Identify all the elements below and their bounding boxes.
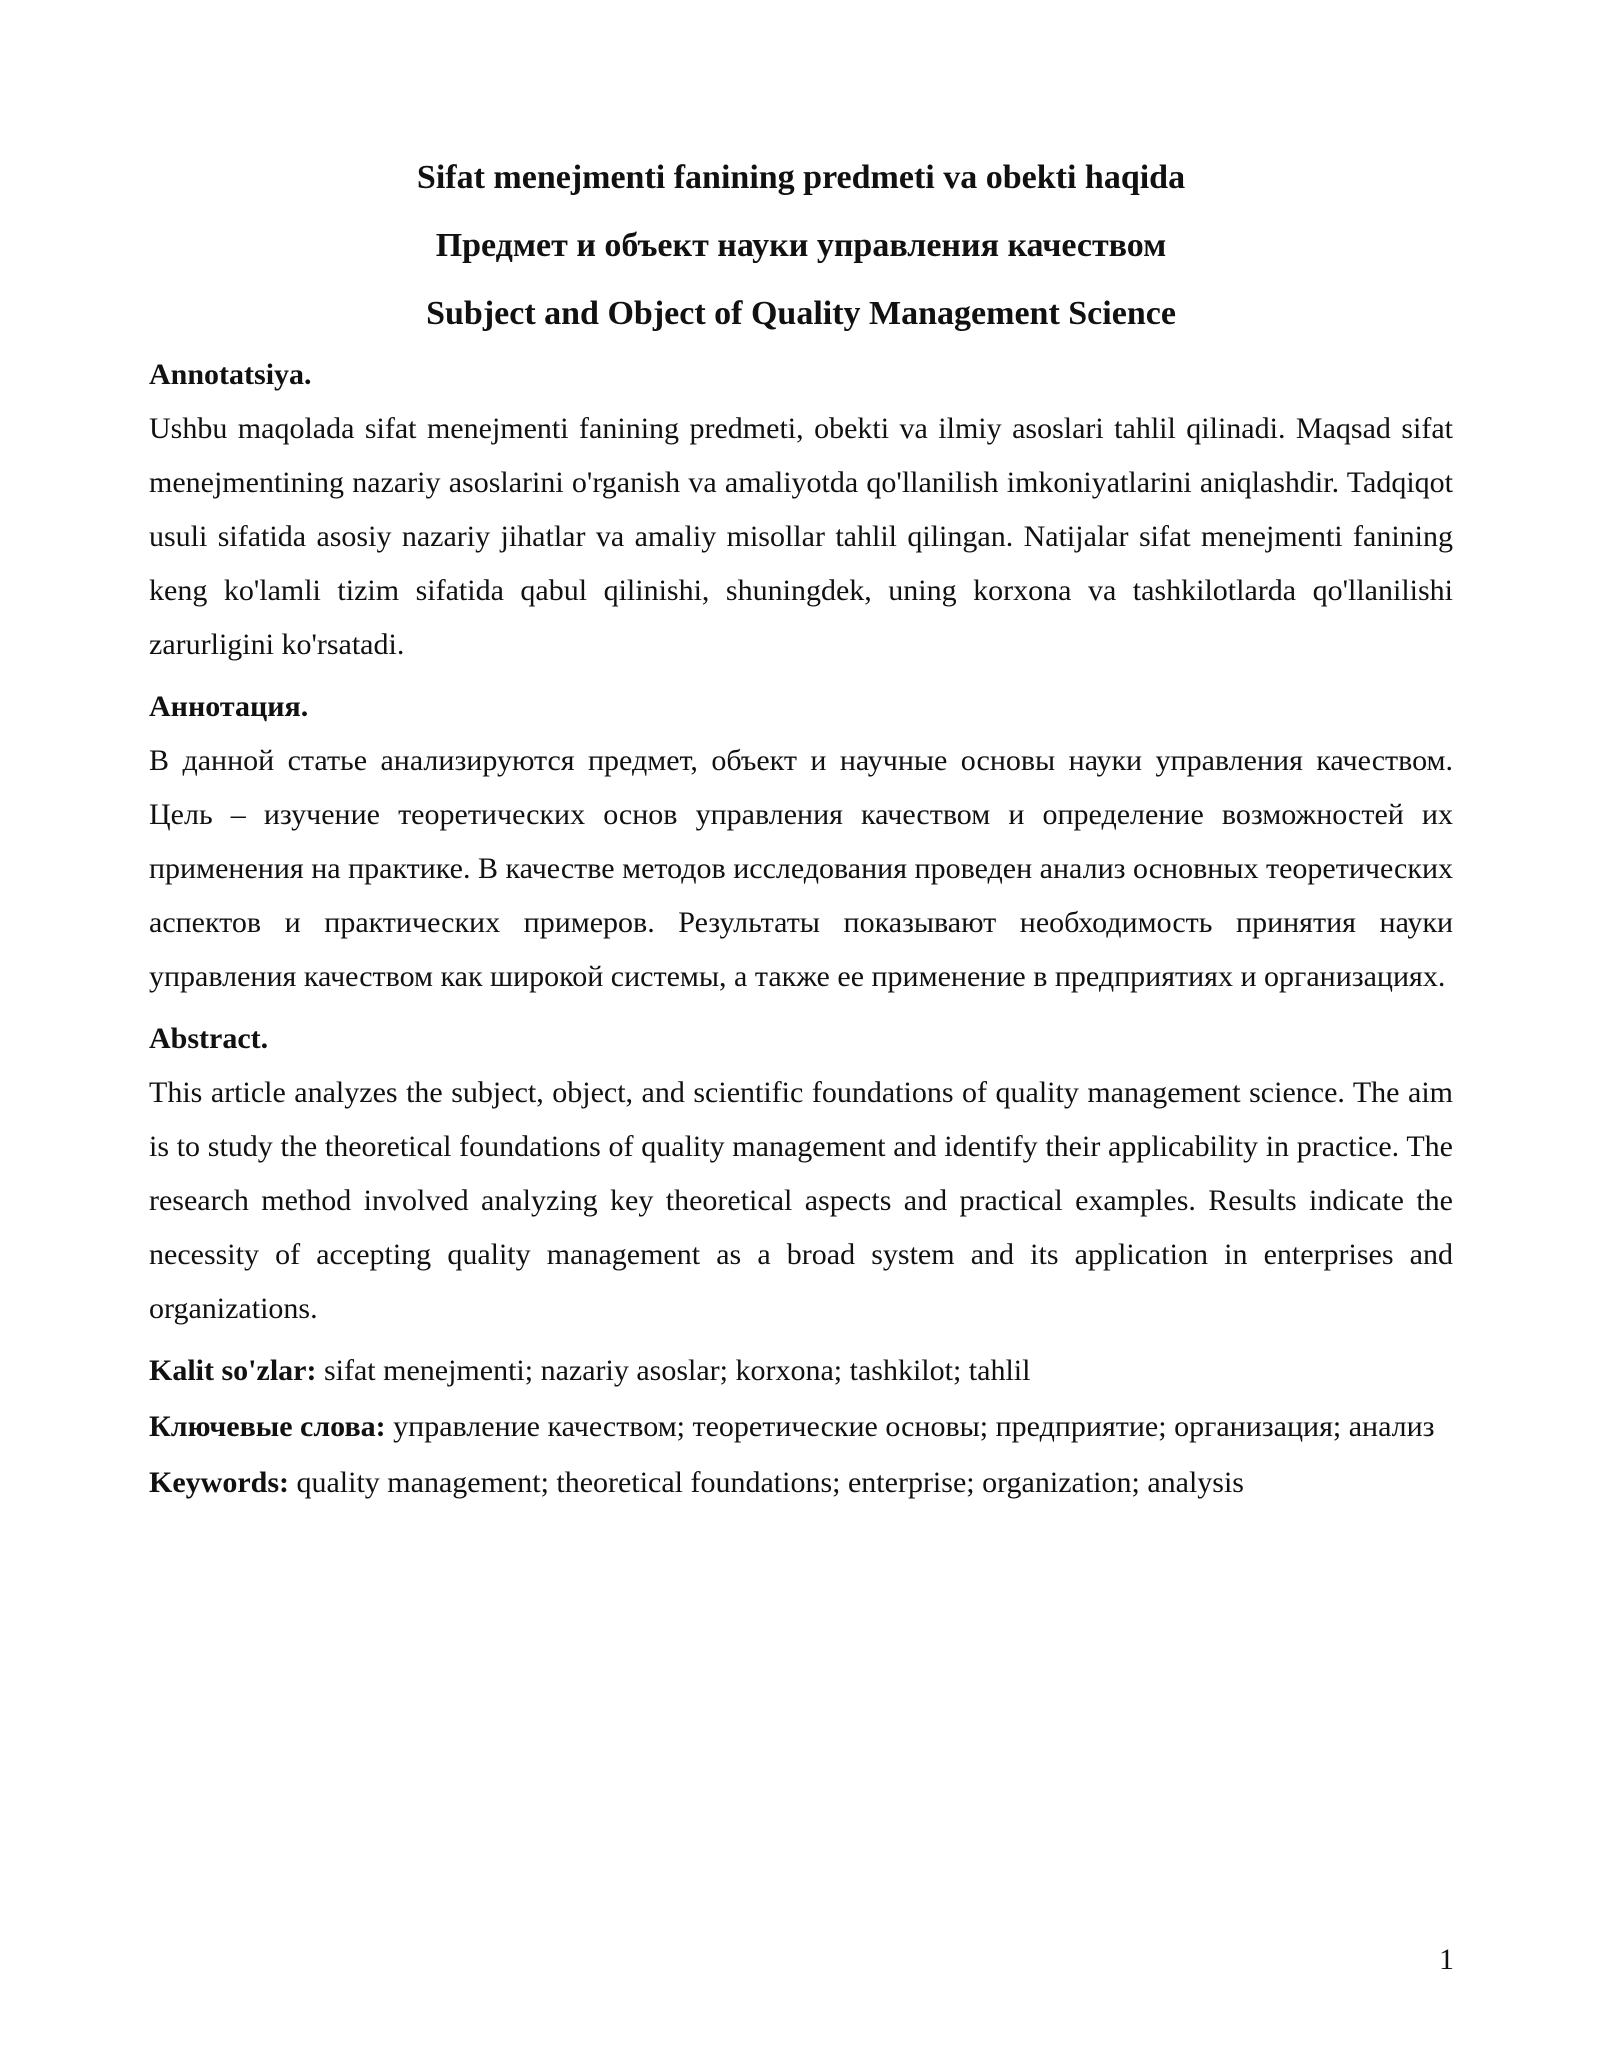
document-content [149, 144, 1453, 1512]
keywords-en-label: Keywords: [149, 1466, 289, 1499]
annotation-ru-text: В данной статье анализируются предмет, объект и научные основы науки управления качеством. Цель – изучение теоретических основ управления качеством и определение возможностей их применения на практике. В качестве методов исследования проведен анализ основных теоретических аспектов и практических примеров. Результаты показывают необходимость принятия науки управления качеством как широкой системы, а также ее применение в предприятиях и организациях. [149, 744, 1453, 993]
annotation-uz-text: Ushbu maqolada sifat menejmenti fanining predmeti, obekti va ilmiy asoslari tahlil qilinadi. Maqsad sifat menejmentining nazariy asoslarini o'rganish va amaliyotda qo'llanilish imkoniyatlarini aniqlashdir. Tadqiqot usuli sifatida asosiy nazariy jihatlar va amaliy misollar tahlil qilingan. Natijalar sifat menejmenti fanining keng ko'lamli tizim sifatida qabul qilinishi, shuningdek, uning korxona va tashkilotlarda qo'llanilishi zarurligini ko'rsatadi. [149, 412, 1453, 661]
annotation-ru-heading: Аннотация. [149, 690, 309, 723]
page-number: 1 [1439, 1943, 1454, 1976]
title-uz: Sifat menejmenti fanining predmeti va obekti haqida [416, 159, 1186, 196]
annotation-uz-heading: Annotatsiya. [149, 358, 312, 391]
abstract-en-heading: Abstract. [149, 1022, 269, 1055]
title-ru: Предмет и объект науки управления качеством [435, 227, 1167, 264]
keywords-ru-label: Ключевые слова: [149, 1410, 386, 1443]
keywords-uz-label: Kalit so'zlar: [149, 1354, 317, 1387]
keywords-en-text: quality management; theoretical foundations; enterprise; organization; analysis [296, 1466, 1244, 1499]
keywords-en [149, 1456, 1453, 1510]
title-en: Subject and Object of Quality Management Science [426, 295, 1176, 332]
keywords-ru-text: управление качеством; теоретические основы; предприятие; организация; анализ [393, 1410, 1435, 1443]
keywords-uz [149, 1344, 1453, 1398]
keywords-uz-text: sifat menejmenti; nazariy asoslar; korxona; tashkilot; tahlil [323, 1354, 1031, 1387]
abstract-en-text: This article analyzes the subject, object, and scientific foundations of quality management science. The aim is to study the theoretical foundations of quality management and identify their applicability in practice. The research method involved analyzing key theoretical aspects and practical examples. Results indicate the necessity of accepting quality management as a broad system and its application in enterprises and organizations. [149, 1076, 1453, 1325]
keywords-ru [149, 1400, 1453, 1454]
